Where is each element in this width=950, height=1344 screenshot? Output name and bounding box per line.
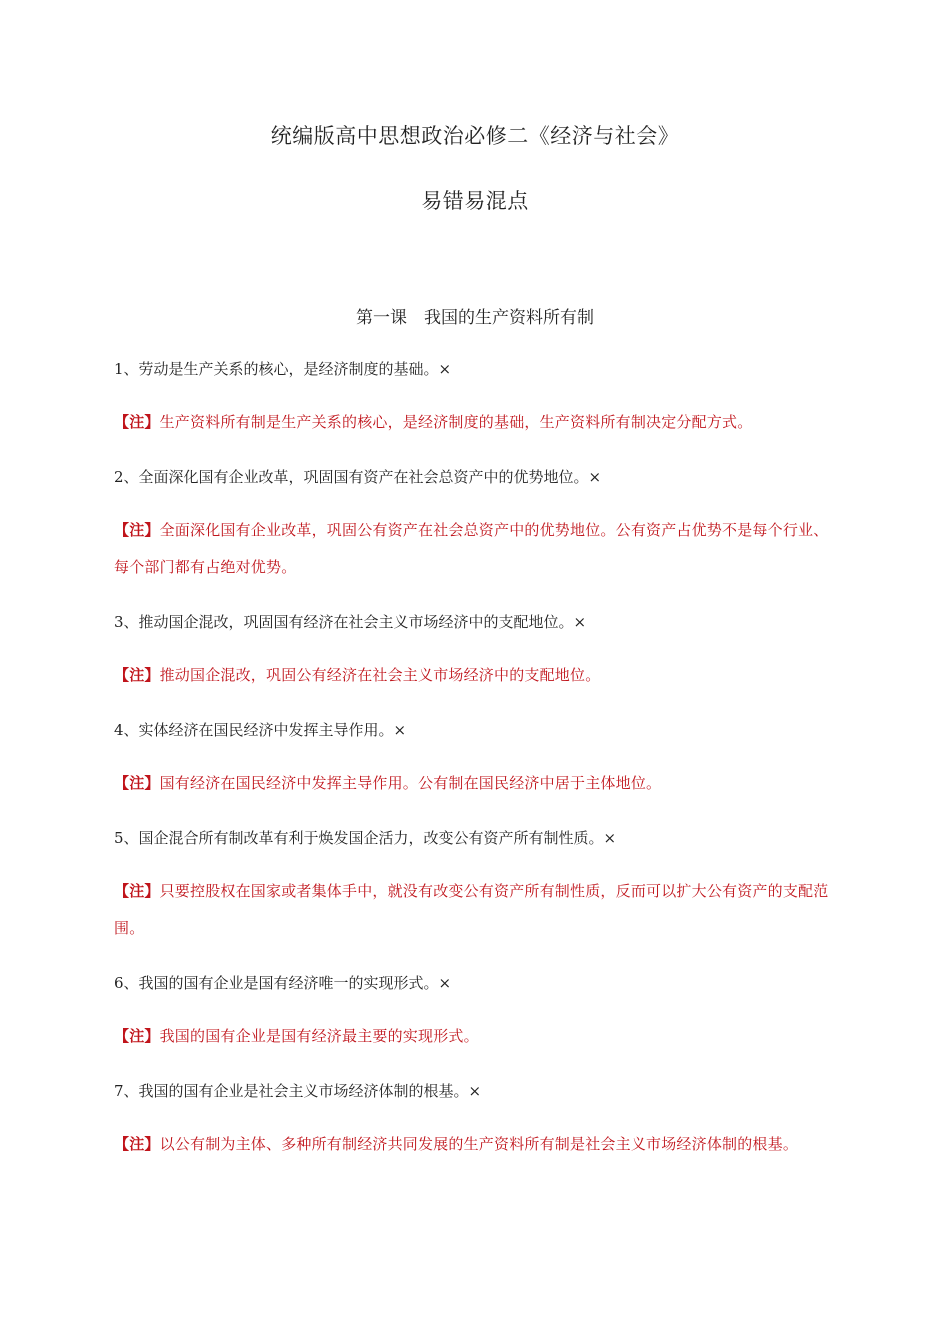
note-tag: 【注】 [114, 666, 160, 684]
note-text: 推动国企混改，巩固公有经济在社会主义市场经济中的支配地位。 [159, 666, 601, 684]
list-item [114, 610, 840, 694]
item-note [114, 1126, 840, 1163]
note-tag: 【注】 [114, 1135, 160, 1153]
item-note [114, 1018, 840, 1055]
document-title: 统编版高中思想政治必修二《经济与社会》 [270, 124, 680, 148]
note-tag: 【注】 [114, 521, 160, 539]
note-tag: 【注】 [114, 1027, 160, 1045]
item-question: 3、推动国企混改，巩固国有经济在社会主义市场经济中的支配地位。× [114, 613, 587, 631]
list-item [114, 718, 840, 802]
note-text: 以公有制为主体、多种所有制经济共同发展的生产资料所有制是社会主义市场经济体制的根基。 [159, 1135, 799, 1153]
lesson-heading: 第一课 我国的生产资料所有制 [356, 308, 594, 328]
note-text: 全面深化国有企业改革，巩固公有资产在社会总资产中的优势地位。公有资产占优势不是每个行业、每个部门都有占绝对优势。 [114, 521, 829, 576]
item-question: 7、我国的国有企业是社会主义市场经济体制的根基。× [114, 1082, 482, 1100]
list-item [114, 971, 840, 1055]
item-note [114, 512, 840, 586]
note-tag: 【注】 [114, 774, 160, 792]
item-question: 1、劳动是生产关系的核心，是经济制度的基础。× [114, 360, 452, 378]
item-note [114, 404, 840, 441]
list-item [114, 1079, 840, 1163]
note-tag: 【注】 [114, 413, 160, 431]
item-question: 4、实体经济在国民经济中发挥主导作用。× [114, 721, 407, 739]
list-item [114, 465, 840, 586]
item-question: 5、国企混合所有制改革有利于焕发国企活力，改变公有资产所有制性质。× [114, 829, 617, 847]
note-text: 国有经济在国民经济中发挥主导作用。公有制在国民经济中居于主体地位。 [159, 774, 662, 792]
item-note [114, 765, 840, 802]
note-text: 只要控股权在国家或者集体手中，就没有改变公有资产所有制性质，反而可以扩大公有资产的支配范围。 [114, 882, 829, 937]
item-list [114, 357, 840, 1187]
item-note [114, 873, 840, 947]
note-text: 生产资料所有制是生产关系的核心，是经济制度的基础，生产资料所有制决定分配方式。 [159, 413, 753, 431]
item-question: 2、全面深化国有企业改革，巩固国有资产在社会总资产中的优势地位。× [114, 468, 602, 486]
list-item [114, 826, 840, 947]
item-question: 6、我国的国有企业是国有经济唯一的实现形式。× [114, 974, 452, 992]
document-subtitle: 易错易混点 [421, 189, 529, 213]
note-tag: 【注】 [114, 882, 160, 900]
note-text: 我国的国有企业是国有经济最主要的实现形式。 [159, 1027, 479, 1045]
item-note [114, 657, 840, 694]
list-item [114, 357, 840, 441]
